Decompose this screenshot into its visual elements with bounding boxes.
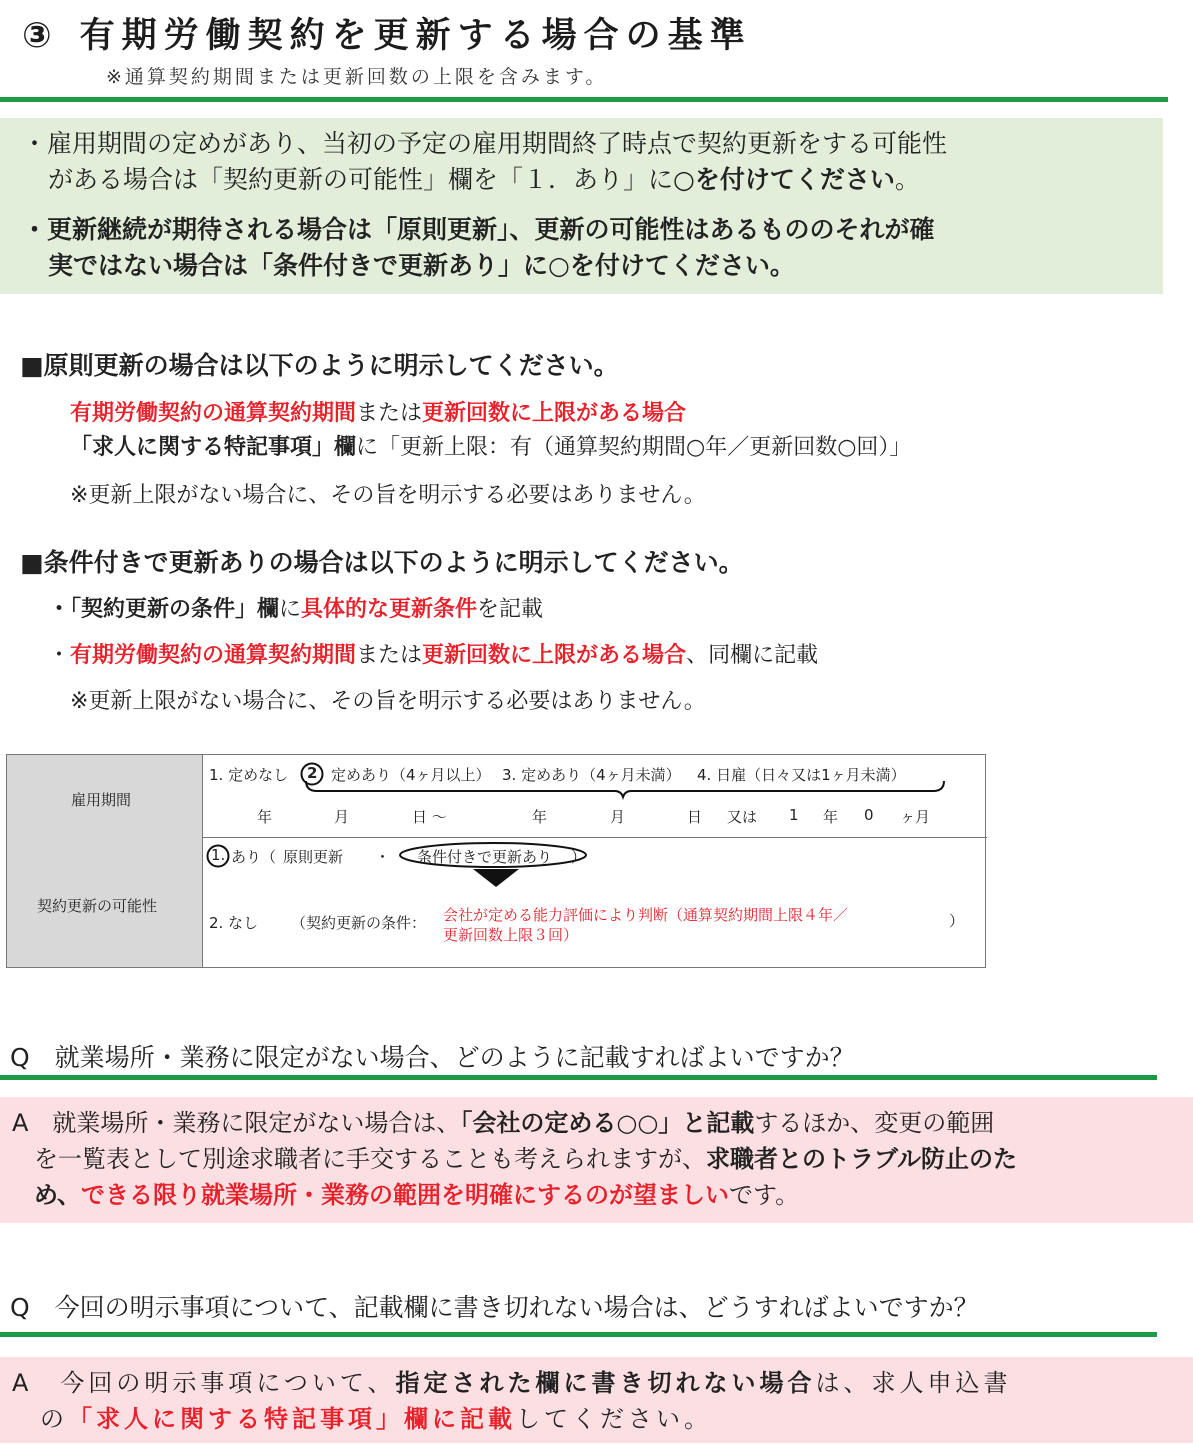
- section1-line-1: [70, 396, 686, 427]
- section-number: ③: [22, 16, 52, 56]
- a2-text-4: してください。: [516, 1405, 712, 1433]
- title-note: ※通算契約期間または更新回数の上限を含みます。: [106, 66, 608, 88]
- renewal-condition-label: （契約更新の条件：: [291, 914, 427, 932]
- a2-text-1: A 今回の明示事項について、: [12, 1369, 396, 1397]
- s1-red-2: 更新回数に上限がある場合: [422, 401, 687, 426]
- a1-text-4: です。: [729, 1181, 800, 1209]
- renewal-condition-close: ）: [949, 912, 965, 930]
- a1-red: できる限り就業場所・業務の範囲を明確にするのが望ましい: [81, 1181, 730, 1209]
- s2-b2-text: または: [356, 643, 423, 668]
- a1-text-1: A 就業場所・業務に限定がない場合は、: [12, 1109, 461, 1137]
- a1-text-2: するほか、変更の範囲: [754, 1109, 995, 1137]
- answer-1-line-1: [12, 1105, 994, 1141]
- date-year-2: 年: [532, 808, 548, 826]
- renewal-no: 2. なし: [209, 914, 259, 932]
- label-employment-period: 雇用期間: [71, 791, 132, 809]
- answer-1-box: [0, 1097, 1193, 1223]
- s1-text-1: または: [356, 401, 423, 426]
- section1-note: ※更新上限がない場合に、その旨を明示する必要はありません。: [70, 483, 706, 508]
- option-2: 定めあり（4ヶ月以上）: [331, 766, 491, 784]
- period-brace-icon: [303, 779, 953, 805]
- s2-b2-red1: 有期労働契約の通算契約期間: [70, 643, 357, 668]
- a1-bold-1: 「会社の定める○○」と記載: [460, 1109, 755, 1137]
- date-month-2: 月: [610, 808, 626, 826]
- renewal-principle: 原則更新: [283, 848, 344, 866]
- section2-heading: ■条件付きで更新ありの場合は以下のように明示してください。: [20, 548, 744, 577]
- page-title: [22, 8, 752, 58]
- a2-text-2: は、求人申込書: [815, 1369, 1012, 1397]
- a1-bold-3: め、: [34, 1181, 82, 1209]
- period-months-value: 0: [864, 806, 874, 824]
- date-or: 又は: [727, 808, 758, 826]
- section1-line-2: [70, 430, 911, 461]
- s2-b2-dot: ・: [48, 643, 71, 668]
- answer-2-line-2: [40, 1401, 712, 1437]
- renewal-conditional: 条件付きで更新あり: [417, 848, 553, 866]
- s2-b1-bold: ・「契約更新の条件」欄: [48, 597, 280, 622]
- section2-bullet-1: [48, 592, 543, 623]
- down-arrow-icon: [473, 869, 519, 889]
- question-2-divider: [0, 1332, 1157, 1337]
- date-year-1: 年: [257, 808, 273, 826]
- option-2-number: 2: [307, 764, 318, 782]
- a2-text-3: の: [40, 1405, 68, 1433]
- renewal-yes-number: 1.: [211, 846, 226, 864]
- date-day-2: 日: [687, 808, 703, 826]
- s2-b1-text2: を記載: [477, 597, 544, 622]
- renewal-yes: あり（: [231, 848, 277, 866]
- instruction-line-2: [48, 162, 920, 198]
- period-month-unit: ヶ月: [900, 808, 931, 826]
- instruction-line-1: ・雇用期間の定めがあり、当初の予定の雇用期間終了時点で契約更新をする可能性: [22, 129, 948, 158]
- answer-1-line-3: [34, 1177, 799, 1213]
- instruction-box: [0, 118, 1163, 294]
- form-example: [6, 754, 986, 968]
- option-3: 3. 定めあり（4ヶ月未満）: [502, 766, 681, 784]
- question-1: Q 就業場所・業務に限定がない場合、どのように記載すればよいですか？: [10, 1043, 855, 1072]
- s2-b2-text2: 、同欄に記載: [686, 643, 819, 668]
- a2-bold: 指定された欄に書き切れない場合: [395, 1369, 816, 1397]
- period-year-unit: 年: [823, 808, 839, 826]
- renewal-condition-text-2: 更新回数上限３回）: [443, 926, 579, 944]
- form-row-divider: [202, 837, 987, 838]
- section1-heading: ■原則更新の場合は以下のように明示してください。: [20, 351, 619, 380]
- label-renewal-possibility: 契約更新の可能性: [37, 897, 158, 915]
- option-4: 4. 日雇（日々又は1ヶ月未満）: [697, 766, 906, 784]
- s2-b1-red: 具体的な更新条件: [301, 597, 478, 622]
- a2-red: 「求人に関する特記事項」欄に記載: [68, 1405, 516, 1433]
- question-1-divider: [0, 1075, 1157, 1080]
- answer-2-line-1: [12, 1365, 1011, 1401]
- instruction-line-3: ・更新継続が期待される場合は「原則更新」、更新の可能性はあるもののそれが確: [22, 215, 935, 244]
- section2-note: ※更新上限がない場合に、その旨を明示する必要はありません。: [70, 689, 706, 714]
- a1-bold-2: 求職者とのトラブル防止のた: [706, 1145, 1018, 1173]
- separator-dot: ・: [375, 848, 391, 866]
- title-text: 有期労働契約を更新する場合の基準: [79, 16, 752, 56]
- period-years-value: 1: [789, 806, 799, 824]
- date-day-1: 日 ～: [412, 808, 447, 826]
- s1-red-1: 有期労働契約の通算契約期間: [70, 401, 357, 426]
- s1-bold: 「求人に関する特記事項」欄: [70, 435, 357, 460]
- answer-2-box: [0, 1357, 1193, 1443]
- instruction-line-2b: を付けてください: [694, 165, 895, 194]
- option-1: 1. 定めなし: [209, 766, 289, 784]
- section2-bullet-2: [48, 638, 818, 669]
- s1-text-2: に「更新上限：有（通算契約期間○年／更新回数○回）」: [356, 435, 912, 460]
- question-2: Q 今回の明示事項について、記載欄に書き切れない場合は、どうすればよいですか？: [10, 1293, 979, 1322]
- s2-b1-text: に: [279, 597, 302, 622]
- instruction-line-2c: 。: [894, 165, 920, 194]
- answer-1-line-2: [34, 1141, 1017, 1177]
- close-paren: ）: [571, 848, 587, 866]
- s2-b2-red2: 更新回数に上限がある場合: [422, 643, 687, 668]
- instruction-line-2a: がある場合は「契約更新の可能性」欄を「１．あり」に○: [48, 165, 695, 194]
- header-divider: [0, 97, 1168, 102]
- instruction-line-4: 実ではない場合は「条件付きで更新あり」に○を付けてください。: [48, 251, 795, 280]
- date-month-1: 月: [334, 808, 350, 826]
- a1-text-3: を一覧表として別途求職者に手交することも考えられますが、: [34, 1145, 706, 1173]
- renewal-condition-text-1: 会社が定める能力評価により判断（通算契約期間上限４年／: [443, 906, 849, 924]
